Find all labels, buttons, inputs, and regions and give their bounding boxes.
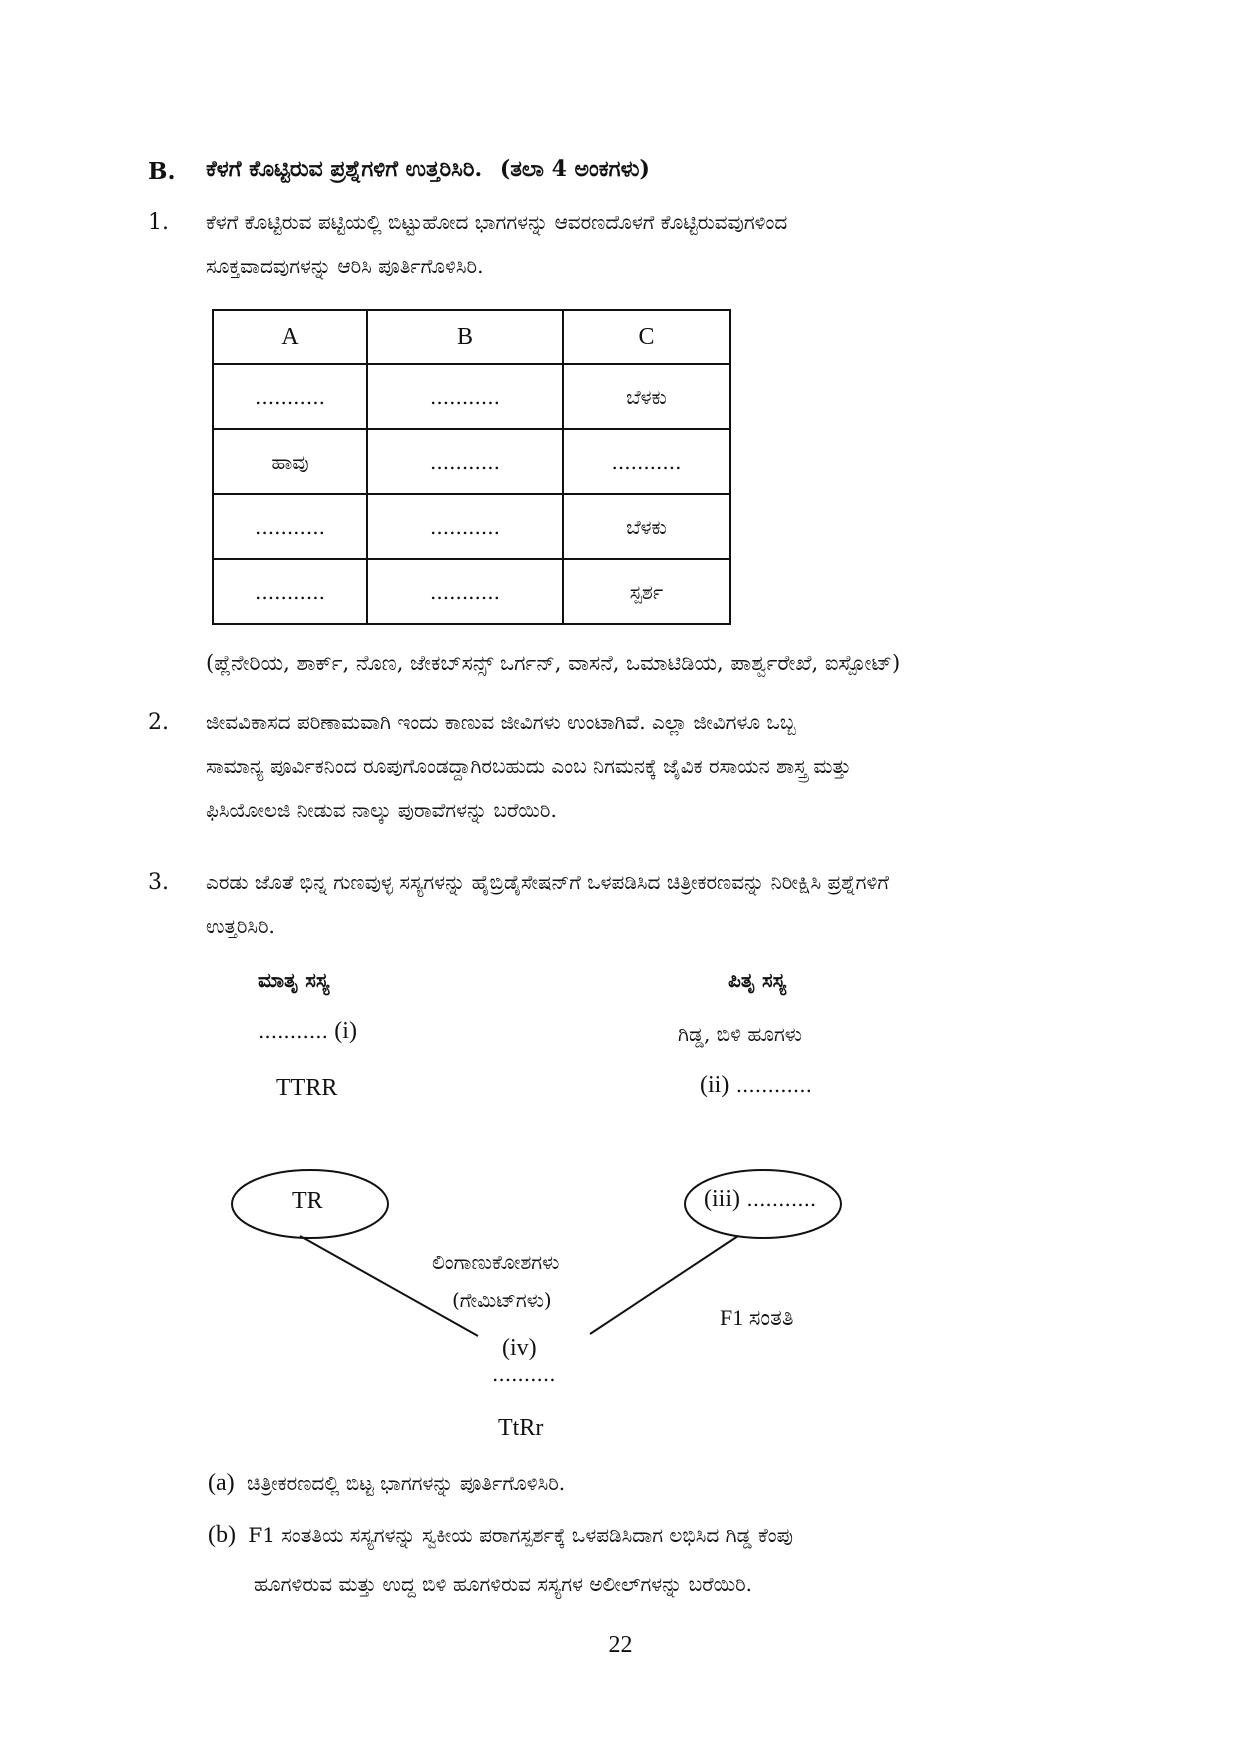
gamete-left: TR	[292, 1188, 323, 1214]
table-cell: ...........	[367, 559, 563, 624]
table-cell: ...........	[213, 494, 367, 559]
options-hint: (ಪ್ಲೆನೇರಿಯ, ಶಾರ್ಕ್, ನೊಣ, ಜೇಕಬ್‌ಸನ್ಸ್ ಒರ್ಗನ್, ವಾಸನೆ, ಒಮಾಟಿಡಿಯ, ಪಾರ್ಶ್ವರೇಖೆ, ಐಸ್ಪೋಟ್)	[206, 651, 901, 675]
question-2-line2: ಸಾಮಾನ್ಯ ಪೂರ್ವಿಕನಿಂದ ರೂಪುಗೊಂಡದ್ದಾಗಿರಬಹುದು ಎಂಬ ನಿಗಮನಕ್ಕೆ ಜೈವಿಕ ರಸಾಯನ ಶಾಸ್ತ್ರ ಮತ್ತು	[206, 754, 852, 778]
offspring-blank: ..........	[492, 1362, 556, 1386]
father-trait: ಗಿಡ್ಡ, ಬಿಳಿ ಹೂಗಳು	[678, 1022, 803, 1046]
question-1-line1: ಕೆಳಗೆ ಕೊಟ್ಟಿರುವ ಪಟ್ಟಿಯಲ್ಲಿ ಬಿಟ್ಟುಹೋದ ಭಾಗಗಳನ್ನು ಆವರಣದೊಳಗೆ ಕೊಟ್ಟಿರುವವುಗಳಿಂದ	[206, 210, 788, 234]
question-1-number: 1.	[148, 210, 169, 235]
subquestion-a-label: (a)	[208, 1470, 235, 1496]
subquestion-b-line1: F1 ಸಂತತಿಯ ಸಸ್ಯಗಳನ್ನು ಸ್ವಕೀಯ ಪರಾಗಸ್ಪರ್ಶಕ್ಕೆ ಒಳಪಡಿಸಿದಾಗ ಲಭಿಸಿದ ಗಿಡ್ಡ ಕೆಂಪು	[248, 1523, 793, 1547]
table-cell: ...........	[213, 364, 367, 429]
gamete-right	[704, 1186, 816, 1213]
subquestion-b-label: (b)	[208, 1522, 236, 1548]
father-genotype-blank: ............	[735, 1073, 812, 1097]
gamete-right-label: (iii)	[704, 1186, 740, 1212]
table-cell: ಹಾವು	[213, 429, 367, 494]
gametes-subtitle: (ಗೇಮಿಟ್‌ಗಳು)	[452, 1288, 552, 1312]
question-1-line2: ಸೂಕ್ತವಾದವುಗಳನ್ನು ಆರಿಸಿ ಪೂರ್ತಿಗೊಳಿಸಿರಿ.	[206, 254, 484, 278]
offspring-label: (iv)	[502, 1335, 537, 1361]
question-3-line1: ಎರಡು ಜೊತೆ ಭಿನ್ನ ಗುಣವುಳ್ಳ ಸಸ್ಯಗಳನ್ನು ಹೈಬ್ರಿಡೈಸೇಷನ್‌ಗೆ ಒಳಪಡಿಸಿದ ಚಿತ್ರೀಕರಣವನ್ನು ನಿರೀಕ್ಷಿಸಿ ಪ್ರಶ್ನೆಗಳಿಗೆ	[206, 870, 889, 894]
table-cell: ...........	[367, 494, 563, 559]
subquestion-a-text: ಚಿತ್ರೀಕರಣದಲ್ಲಿ ಬಿಟ್ಟ ಭಾಗಗಳನ್ನು ಪೂರ್ತಿಗೊಳಿಸಿರಿ.	[247, 1471, 566, 1495]
subquestion-a	[208, 1470, 565, 1497]
section-marks: (ತಲಾ 4 ಅಂಕಗಳು)	[499, 156, 650, 182]
subquestion-b	[208, 1522, 793, 1549]
table-header-b: B	[367, 310, 563, 364]
page-number: 22	[608, 1632, 633, 1658]
table-header-c: C	[563, 310, 730, 364]
question-3-line2: ಉತ್ತರಿಸಿರಿ.	[206, 914, 275, 938]
subquestion-b-line2: ಹೂಗಳಿರುವ ಮತ್ತು ಉದ್ದ ಬಿಳಿ ಹೂಗಳಿರುವ ಸಸ್ಯಗಳ ಅಲೀಲ್‌ಗಳನ್ನು ಬರೆಯಿರಿ.	[254, 1572, 752, 1596]
table-cell: ಬೆಳಕು	[563, 494, 730, 559]
cross-line-right	[590, 1236, 738, 1334]
f1-label: F1 ಸಂತತಿ	[720, 1305, 794, 1330]
table-header-a: A	[213, 310, 367, 364]
mother-genotype: TTRR	[276, 1075, 338, 1101]
father-genotype-label: (ii)	[700, 1072, 730, 1098]
father-plant-title: ಪಿತೃ ಸಸ್ಯ	[728, 968, 787, 992]
table-cell: ಸ್ಪರ್ಶ	[563, 559, 730, 624]
gametes-title: ಲಿಂಗಾಣುಕೋಶಗಳು	[432, 1250, 560, 1274]
mother-trait-blank: ...........	[258, 1019, 328, 1043]
section-title-text: ಕೆಳಗೆ ಕೊಟ್ಟಿರುವ ಪ್ರಶ್ನೆಗಳಿಗೆ ಉತ್ತರಿಸಿರಿ.	[206, 156, 483, 182]
section-letter: B.	[148, 158, 176, 185]
table-cell: ...........	[367, 429, 563, 494]
table-cell: ...........	[213, 559, 367, 624]
table-cell: ...........	[563, 429, 730, 494]
question-2-line3: ಫಿಸಿಯೋಲಜಿ ನೀಡುವ ನಾಲ್ಕು ಪುರಾವೆಗಳನ್ನು ಬರೆಯಿರಿ.	[206, 798, 557, 822]
mother-plant-title: ಮಾತೃ ಸಸ್ಯ	[258, 968, 330, 992]
f1-genotype: TtRr	[498, 1415, 544, 1441]
question-2-number: 2.	[148, 710, 169, 735]
table-cell: ...........	[367, 364, 563, 429]
gamete-right-blank: ...........	[746, 1187, 817, 1211]
question-2-line1: ಜೀವವಿಕಾಸದ ಪರಿಣಾಮವಾಗಿ ಇಂದು ಕಾಣುವ ಜೀವಿಗಳು ಉಂಟಾಗಿವೆ. ಎಲ್ಲಾ ಜೀವಿಗಳೂ ಒಬ್ಬ	[206, 710, 796, 734]
mother-trait-label: (i)	[334, 1018, 357, 1044]
question-3-number: 3.	[148, 870, 169, 895]
table-cell: ಬೆಳಕು	[563, 364, 730, 429]
